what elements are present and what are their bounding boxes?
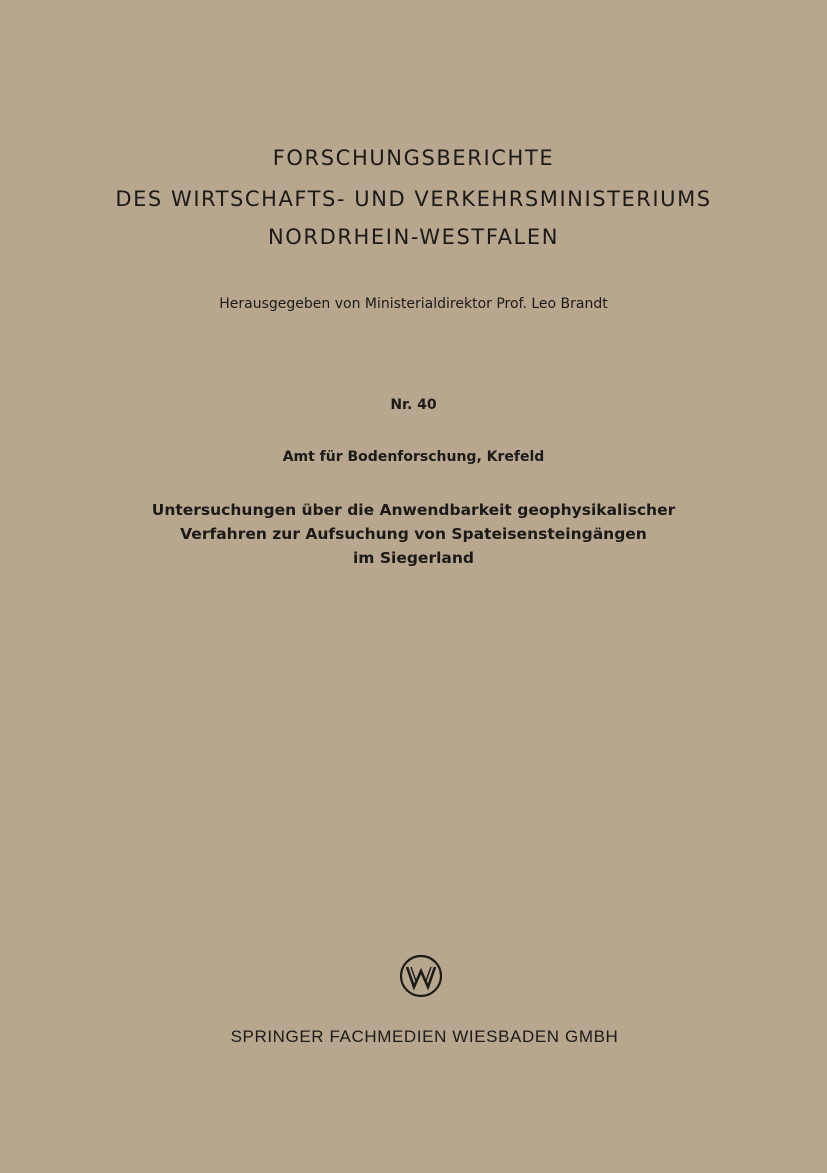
series-title-line-3: NORDRHEIN-WESTFALEN [267, 225, 560, 249]
book-title [0, 498, 827, 570]
volume-number: Nr. 40 [390, 397, 437, 413]
publisher-name: SPRINGER FACHMEDIEN WIESBADEN GMBH [230, 1027, 619, 1046]
editor-credit: Herausgegeben von Ministerialdirektor Prof. Leo Brandt [219, 296, 608, 312]
series-title-line-1: FORSCHUNGSBERICHTE [272, 146, 555, 170]
book-title-line-1: Untersuchungen über die Anwendbarkeit geophysikalischer [151, 501, 676, 519]
series-title-line-2: DES WIRTSCHAFTS- UND VERKEHRSMINISTERIUMS [115, 187, 712, 211]
author: Amt für Bodenforschung, Krefeld [282, 449, 545, 465]
book-title-line-3: im Siegerland [352, 549, 474, 567]
publisher-monogram-w-icon [399, 954, 443, 998]
book-title-line-2: Verfahren zur Aufsuchung von Spateisensteingängen [180, 525, 647, 543]
